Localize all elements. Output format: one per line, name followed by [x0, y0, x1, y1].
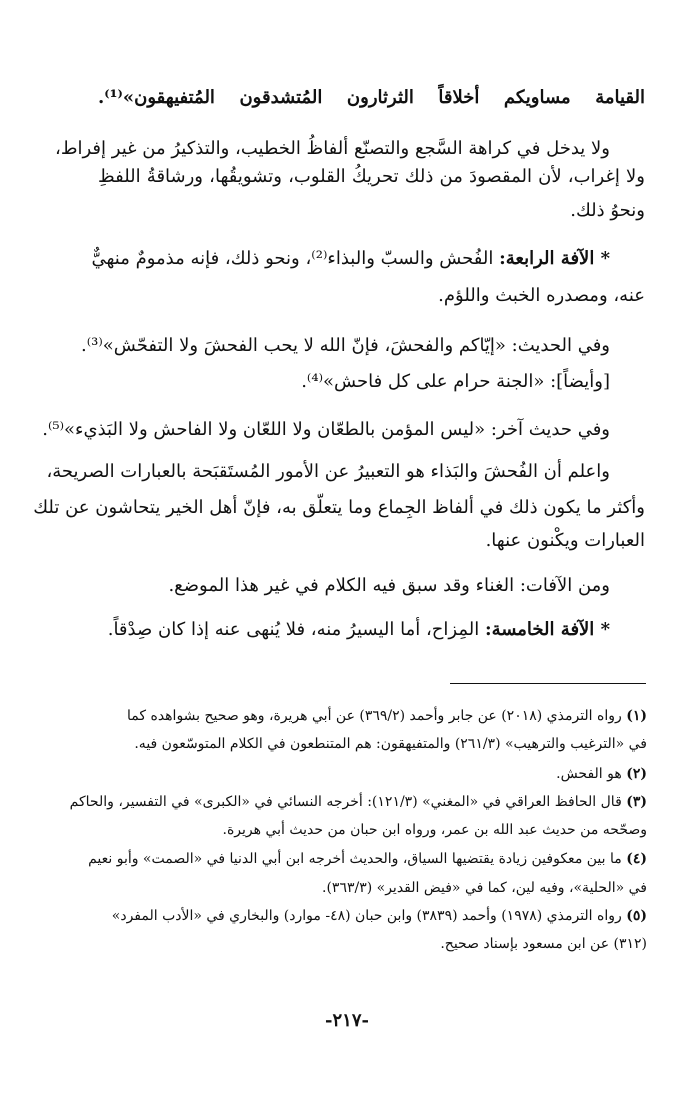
body-line: ولا إغراب، لأن المقصودَ من ذلك تحريكُ القلوب، وتشويقُها، ورشاقةُ اللفظِ: [98, 166, 645, 187]
body-line: ولا يدخل في كراهة السَّجع والتصنّع ألفاظُ الخطيب، والتذكيرُ من غير إفراط،: [55, 138, 610, 159]
affliction-text: الفُحش والسبّ والبذاء⁽²⁾، ونحو ذلك، فإنه مذمومٌ منهيٌّ: [91, 248, 500, 269]
fourth-affliction-heading: [91, 246, 610, 272]
footnote-line: (٢) هو الفحش.: [556, 766, 647, 782]
footnote-number: (٤): [626, 851, 647, 867]
footnote-line: (٥) رواه الترمذي (١٩٧٨) وأحمد (٣٨٣٩) وابن حبان (٤٨- موارد) والبخاري في «الأدب المفرد»: [111, 908, 647, 924]
body-line: ونحوُ ذلك.: [570, 200, 645, 221]
body-line: ومن الآفات: الغناء وقد سبق فيه الكلام في غير هذا الموضع.: [168, 575, 610, 596]
footnote-number: (١): [626, 708, 647, 724]
footnote-number: (٣): [626, 794, 647, 810]
body-line: وأكثر ما يكون ذلك في ألفاظ الجِماع وما يتعلّق به، فإنّ أهل الخير يتحاشون عن تلك: [33, 497, 645, 518]
footnote-line: وصحّحه من حديث عبد الله بن عمر، ورواه ابن حبان من حديث أبي هريرة.: [222, 822, 647, 838]
affliction-label: * الآفة الرابعة:: [499, 248, 610, 269]
footnote-line: (٣١٢) عن ابن مسعود بإسناد صحيح.: [440, 936, 647, 952]
body-line-1: القيامة مساويكم أخلاقاً الثرثارون المُتشدقون المُتفيهقون»⁽¹⁾.: [98, 87, 645, 108]
footnote-line: (٤) ما بين معكوفين زيادة يقتضيها السياق، والحديث أخرجه ابن أبي الدنيا في «الصمت» وأبو نعيم: [88, 851, 647, 867]
footnote-line: في «الحلية»، وفيه لين، كما في «فيض القدير» (٣٦٣/٣).: [322, 880, 647, 896]
hadith-line: [وأيضاً]: «الجنة حرام على كل فاحش»⁽⁴⁾.: [301, 371, 610, 392]
footnote-line: (١) رواه الترمذي (٢٠١٨) عن جابر وأحمد (٣٦٩/٢) عن أبي هريرة، وهو صحيح بشواهده كما: [127, 708, 647, 724]
footnote-line: في «الترغيب والترهيب» (٢٦١/٣) والمتفيهقون: هم المتنطعون في الكلام المتوسّعون فيه.: [134, 736, 647, 752]
footnote-separator: [450, 683, 646, 684]
body-line: واعلم أن الفُحشَ والبَذاء هو التعبيرُ عن الأمور المُستَقبَحة بالعبارات الصريحة،: [46, 461, 610, 482]
hadith-line: وفي الحديث: «إيّاكم والفحشَ، فإنّ الله لا يحب الفحشَ ولا التفحّش»⁽³⁾.: [80, 335, 610, 356]
affliction-text: المِزاح، أما اليسيرُ منه، فلا يُنهى عنه إذا كان صِدْقاً.: [107, 619, 485, 640]
fifth-affliction-heading: [98, 617, 610, 643]
footnote-line: (٣) قال الحافظ العراقي في «المغني» (١٢١/٣): أخرجه النسائي في «الكبرى» في التفسير، والحاكم: [69, 794, 647, 810]
page-number: -٢١٧-: [325, 1010, 369, 1031]
footnote-number: (٥): [626, 908, 647, 924]
body-line: عنه، ومصدره الخبث واللؤم.: [438, 285, 645, 306]
body-line: العبارات ويكْنون عنها.: [485, 530, 645, 551]
hadith-line: وفي حديث آخر: «ليس المؤمن بالطعّان ولا اللعّان ولا الفاحش ولا البَذيء»⁽⁵⁾.: [42, 419, 610, 440]
footnote-number: (٢): [626, 766, 647, 782]
affliction-label: * الآفة الخامسة:: [484, 619, 610, 640]
